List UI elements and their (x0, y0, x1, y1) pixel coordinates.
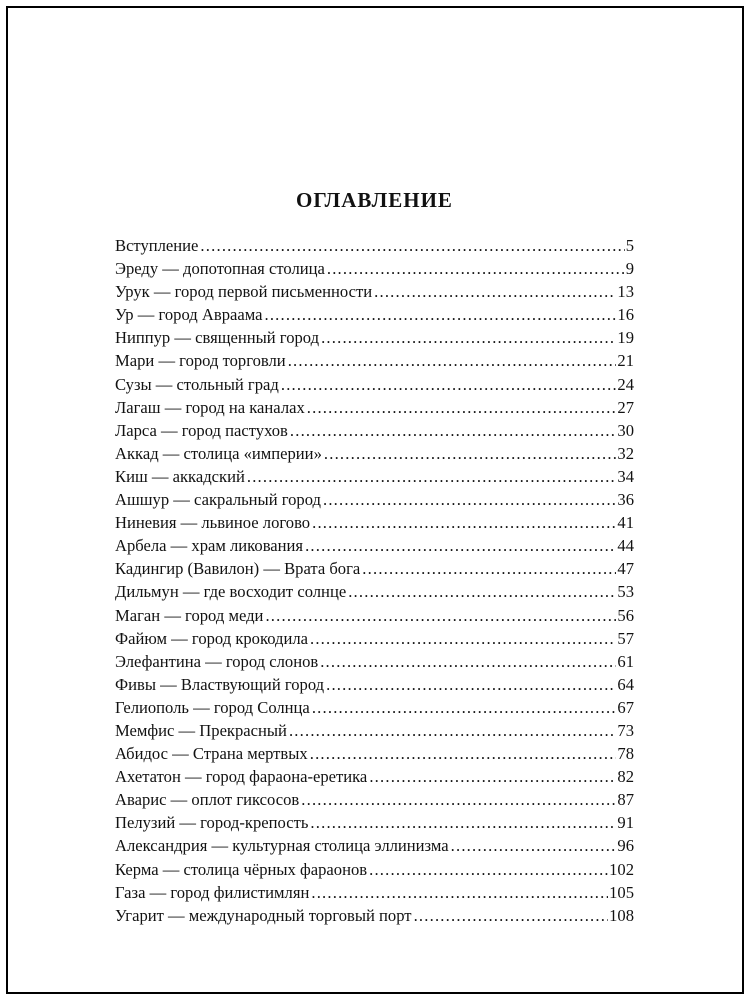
dot-leader (362, 557, 616, 580)
dot-leader (310, 811, 616, 834)
dot-leader (312, 696, 617, 719)
toc-entry-title: Ур — город Авраама (115, 305, 263, 325)
toc-entry (115, 627, 634, 650)
toc-entry (115, 742, 634, 765)
toc-entry (115, 280, 634, 303)
toc-entry-title: Дильмун — где восходит солнце (115, 582, 347, 602)
toc-entry (115, 858, 634, 881)
toc-entry-title: Ниппур — священный город (115, 328, 320, 348)
toc-entry (115, 419, 634, 442)
toc-page (115, 188, 634, 927)
toc-entry (115, 511, 634, 534)
dot-leader (200, 234, 624, 257)
toc-entry-page: 53 (617, 582, 634, 602)
toc-entry-title: Ларса — город пастухов (115, 420, 288, 440)
toc-entry (115, 442, 634, 465)
dot-leader (324, 442, 617, 465)
toc-entry-title: Керма — столица чёрных фараонов (115, 859, 368, 879)
dot-leader (307, 396, 617, 419)
toc-entry (115, 488, 634, 511)
toc-entry-title: Абидос — Страна мертвых (115, 744, 308, 764)
toc-entry (115, 673, 634, 696)
dot-leader (321, 326, 616, 349)
toc-entry (115, 326, 634, 349)
toc-entry-page: 108 (609, 905, 634, 925)
toc-entry (115, 396, 634, 419)
toc-entry-page: 19 (617, 328, 634, 348)
dot-leader (247, 465, 617, 488)
toc-entry (115, 719, 634, 742)
toc-entry-page: 87 (617, 790, 634, 810)
toc-entry-page: 82 (617, 767, 634, 787)
toc-entry-page: 24 (617, 374, 634, 394)
toc-entry-title: Аккад — столица «империи» (115, 443, 322, 463)
toc-entry-page: 16 (617, 305, 634, 325)
toc-list (115, 234, 634, 927)
toc-entry (115, 650, 634, 673)
toc-entry-title: Эреду — допотопная столица (115, 259, 325, 279)
dot-leader (369, 765, 616, 788)
dot-leader (374, 280, 616, 303)
toc-entry-title: Сузы — стольный град (115, 374, 279, 394)
toc-entry (115, 465, 634, 488)
toc-entry (115, 373, 634, 396)
toc-entry-title: Ахетатон — город фараона-еретика (115, 767, 368, 787)
dot-leader (264, 303, 616, 326)
dot-leader (326, 673, 616, 696)
toc-entry (115, 811, 634, 834)
toc-entry-page: 30 (617, 420, 634, 440)
toc-entry (115, 534, 634, 557)
page-title: ОГЛАВЛЕНИЕ (296, 188, 453, 212)
toc-entry-page: 56 (617, 605, 634, 625)
dot-leader (414, 904, 609, 927)
toc-entry-page: 9 (625, 259, 634, 279)
dot-leader (281, 373, 617, 396)
toc-entry (115, 788, 634, 811)
toc-entry-page: 5 (625, 236, 634, 255)
toc-entry (115, 765, 634, 788)
toc-entry-title: Ашшур — сакральный город (115, 490, 321, 510)
toc-entry-page: 61 (617, 651, 634, 671)
toc-entry-page: 21 (617, 351, 634, 371)
toc-entry (115, 234, 634, 257)
dot-leader (310, 627, 616, 650)
toc-entry-title: Урук — город первой письменности (115, 282, 373, 302)
toc-entry-title: Гелиополь — город Солнца (115, 697, 310, 717)
toc-entry-page: 96 (617, 836, 634, 856)
toc-entry-title: Газа — город филистимлян (115, 882, 310, 902)
toc-entry-page: 41 (617, 513, 634, 533)
toc-entry-page: 47 (617, 559, 634, 579)
toc-entry-page: 57 (617, 628, 634, 648)
toc-entry-title: Вступление (115, 236, 199, 255)
toc-entry-page: 32 (617, 443, 634, 463)
toc-entry-page: 44 (617, 536, 634, 556)
toc-entry (115, 696, 634, 719)
dot-leader (265, 604, 616, 627)
toc-entry-page: 91 (617, 813, 634, 833)
toc-entry (115, 257, 634, 280)
dot-leader (311, 881, 608, 904)
dot-leader (323, 488, 616, 511)
toc-entry-page: 73 (617, 720, 634, 740)
toc-entry (115, 303, 634, 326)
toc-entry-title: Арбела — храм ликования (115, 536, 304, 556)
dot-leader (348, 580, 616, 603)
toc-entry-page: 36 (617, 490, 634, 510)
toc-entry-page: 13 (617, 282, 634, 302)
toc-entry-title: Лагаш — город на каналах (115, 397, 305, 417)
dot-leader (289, 719, 616, 742)
dot-leader (327, 257, 625, 280)
toc-entry-page: 102 (609, 859, 634, 879)
toc-entry-page: 27 (617, 397, 634, 417)
dot-leader (312, 511, 616, 534)
dot-leader (369, 858, 608, 881)
toc-entry-page: 105 (609, 882, 634, 902)
toc-entry-title: Ниневия — львиное логово (115, 513, 311, 533)
toc-entry (115, 904, 634, 927)
toc-entry (115, 881, 634, 904)
toc-entry-title: Угарит — международный торговый порт (115, 905, 412, 925)
dot-leader (288, 349, 617, 372)
toc-entry-title: Файюм — город крокодила (115, 628, 308, 648)
toc-entry-title: Киш — аккадский (115, 466, 245, 486)
toc-entry (115, 557, 634, 580)
toc-entry-title: Александрия — культурная столица эллинизма (115, 836, 449, 856)
toc-entry-title: Мемфис — Прекрасный (115, 720, 287, 740)
dot-leader (305, 534, 616, 557)
toc-entry (115, 580, 634, 603)
toc-entry-page: 67 (617, 697, 634, 717)
toc-entry-title: Пелузий — город-крепость (115, 813, 309, 833)
dot-leader (301, 788, 616, 811)
toc-entry-title: Аварис — оплот гиксосов (115, 790, 300, 810)
toc-entry-title: Кадингир (Вавилон) — Врата бога (115, 559, 361, 579)
toc-entry-title: Мари — город торговли (115, 351, 286, 371)
toc-entry-title: Фивы — Властвующий город (115, 674, 325, 694)
toc-entry (115, 349, 634, 372)
dot-leader (320, 650, 616, 673)
toc-entry-title: Маган — город меди (115, 605, 264, 625)
toc-entry (115, 604, 634, 627)
dot-leader (290, 419, 617, 442)
toc-entry (115, 834, 634, 857)
dot-leader (451, 834, 617, 857)
toc-entry-page: 64 (617, 674, 634, 694)
toc-entry-title: Элефантина — город слонов (115, 651, 319, 671)
toc-entry-page: 78 (617, 744, 634, 764)
toc-entry-page: 34 (617, 466, 634, 486)
dot-leader (310, 742, 617, 765)
